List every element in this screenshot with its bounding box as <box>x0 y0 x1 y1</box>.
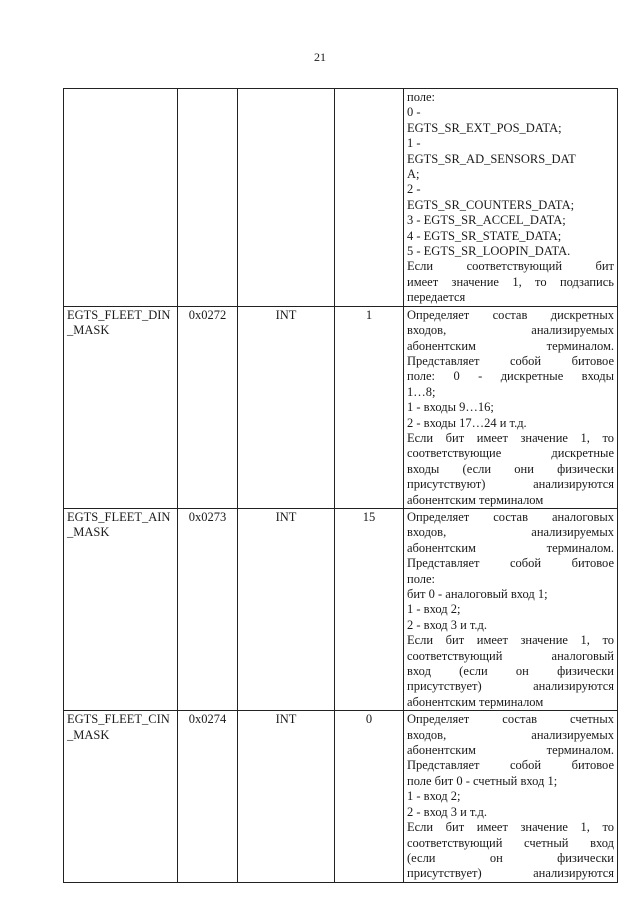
description-line: абонентским терминалом. <box>407 338 614 353</box>
description-line: входов, анализируемых <box>407 727 614 742</box>
parameter-code-cell: 0x0272 <box>178 306 238 508</box>
description-line: абонентским терминалом. <box>407 540 614 555</box>
description-line: присутствует) анализируются <box>407 866 614 881</box>
description-line: входов, анализируемых <box>407 525 614 540</box>
description-line: поле: <box>407 90 436 104</box>
description-line: Определяет состав аналоговых <box>407 509 614 524</box>
description-line: 2 - входы 17…24 и т.д. <box>407 415 527 430</box>
parameter-value-cell <box>335 89 404 307</box>
description-line: 1 - входы 9…16; <box>407 400 494 415</box>
description-line: соответствующий аналоговый <box>407 648 614 663</box>
description-line: 2 - вход 3 и т.д. <box>407 804 488 819</box>
description-line: входов, анализируемых <box>407 323 614 338</box>
description-line: Представляет собой битовое <box>407 353 614 368</box>
description-line: 4 - EGTS_SR_STATE_DATA; <box>407 228 562 243</box>
description-line: Если соответствующий бит <box>407 259 614 274</box>
parameter-type-cell: INT <box>238 306 335 508</box>
description-line: 1 - <box>407 136 421 151</box>
parameter-description-cell <box>404 711 618 883</box>
description-line: 1 - вход 2; <box>407 602 461 617</box>
description-line: Представляет собой битовое <box>407 758 614 773</box>
page-number: 21 <box>314 50 326 64</box>
description-line: EGTS_SR_COUNTERS_DATA; <box>407 197 575 212</box>
description-line: бит 0 - аналоговый вход 1; <box>407 587 548 601</box>
parameter-name-cell: EGTS_FLEET_DIN_MASK <box>64 306 178 508</box>
parameter-code-cell: 0x0273 <box>178 508 238 710</box>
parameter-type-cell <box>238 89 335 307</box>
description-line: поле бит 0 - счетный вход 1; <box>407 773 558 788</box>
table-row <box>64 89 618 307</box>
description-line: передается <box>407 290 466 305</box>
parameter-description-cell <box>404 89 618 307</box>
description-line: соответствующий счетный вход <box>407 835 614 850</box>
description-line: присутствуют) анализируются <box>407 477 614 492</box>
description-line: абонентским терминалом. <box>407 743 614 758</box>
parameter-value-cell: 0 <box>335 711 404 883</box>
description-line: Если бит имеет значение 1, то <box>407 430 614 445</box>
parameter-code-cell: 0x0274 <box>178 711 238 883</box>
description-line: (если он физически <box>407 850 614 865</box>
description-line: 1 - вход 2; <box>407 789 461 804</box>
description-line: A; <box>407 167 420 182</box>
parameter-type-cell: INT <box>238 508 335 710</box>
description-line: Если бит имеет значение 1, то <box>407 820 614 835</box>
description-line: EGTS_SR_EXT_POS_DATA; <box>407 120 562 135</box>
parameter-name-cell <box>64 89 178 307</box>
table-row <box>64 711 618 883</box>
description-line: EGTS_SR_AD_SENSORS_DAT <box>407 151 576 166</box>
description-line: поле: 0 - дискретные входы <box>407 369 614 384</box>
parameters-table <box>63 88 618 883</box>
description-line: вход (если он физически <box>407 664 614 679</box>
table-row <box>64 508 618 710</box>
description-line: входы (если они физически <box>407 461 614 476</box>
description-line: абонентским терминалом <box>407 694 544 709</box>
description-line: поле: <box>407 571 436 586</box>
parameter-code-cell <box>178 89 238 307</box>
parameter-name-cell: EGTS_FLEET_CIN_MASK <box>64 711 178 883</box>
description-line: Представляет собой битовое <box>407 556 614 571</box>
description-line: имеет значение 1, то подзапись <box>407 274 614 289</box>
parameter-value-cell: 15 <box>335 508 404 710</box>
description-line: абонентским терминалом <box>407 492 544 507</box>
parameter-description-cell <box>404 306 618 508</box>
parameter-value-cell: 1 <box>335 306 404 508</box>
description-line: 2 - <box>407 182 421 197</box>
parameter-type-cell: INT <box>238 711 335 883</box>
parameter-name-cell: EGTS_FLEET_AIN_MASK <box>64 508 178 710</box>
description-line: Определяет состав дискретных <box>407 307 614 322</box>
description-line: 5 - EGTS_SR_LOOPIN_DATA. <box>407 244 571 259</box>
description-line: Если бит имеет значение 1, то <box>407 633 614 648</box>
description-line: соответствующие дискретные <box>407 446 614 461</box>
description-line: Определяет состав счетных <box>407 712 614 727</box>
table-row <box>64 306 618 508</box>
description-line: 2 - вход 3 и т.д. <box>407 617 488 632</box>
description-line: 0 - <box>407 105 421 120</box>
parameter-description-cell <box>404 508 618 710</box>
description-line: 3 - EGTS_SR_ACCEL_DATA; <box>407 213 566 228</box>
description-line: 1…8; <box>407 384 436 399</box>
description-line: присутствует) анализируются <box>407 679 614 694</box>
